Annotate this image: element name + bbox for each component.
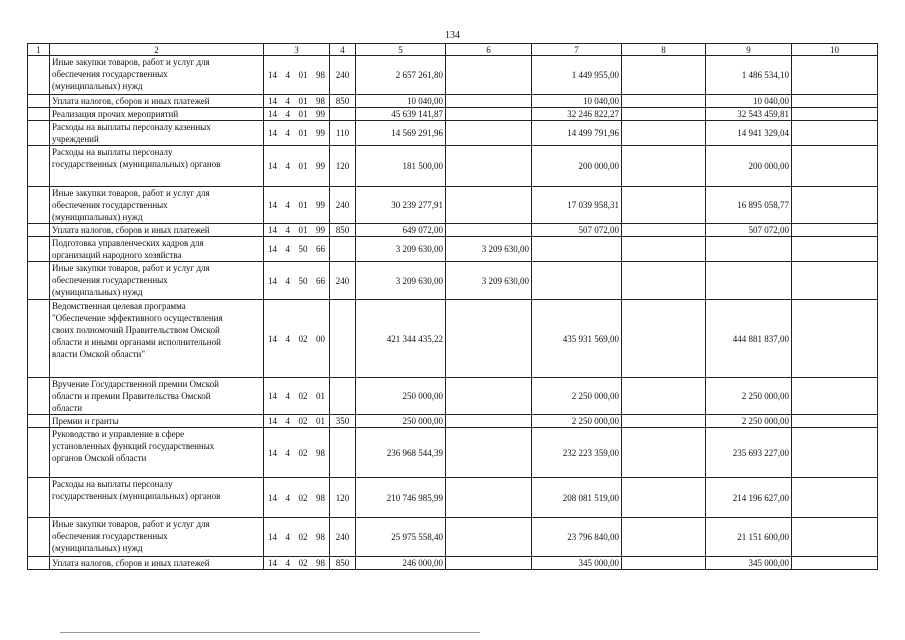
amount-cell-v8 <box>622 146 706 187</box>
code-part: 4 <box>285 391 290 401</box>
amount-cell-v5: 649 072,00 <box>356 224 446 237</box>
expense-name-cell: Реализация прочих мероприятий <box>50 108 264 121</box>
column-number-header: 3 <box>264 44 330 56</box>
column-number-header: 10 <box>792 44 878 56</box>
amount-cell-v7: 2 250 000,00 <box>532 378 622 415</box>
expense-type-cell: 240 <box>330 56 356 95</box>
code-part: 4 <box>285 244 290 254</box>
classification-code-cell <box>264 415 330 428</box>
code-part: 02 <box>298 532 308 542</box>
code-part: 99 <box>316 128 325 138</box>
amount-cell-v10 <box>792 95 878 108</box>
row-number-cell <box>28 56 50 95</box>
amount-cell-v10 <box>792 224 878 237</box>
code-part: 4 <box>285 225 290 235</box>
amount-cell-v10 <box>792 300 878 378</box>
code-part: 4 <box>285 109 290 119</box>
amount-cell-v5: 3 209 630,00 <box>356 237 446 262</box>
table-row <box>28 378 878 415</box>
table-row <box>28 146 878 187</box>
row-number-cell <box>28 95 50 108</box>
amount-cell-v9: 235 693 227,00 <box>706 428 792 478</box>
expense-type-cell: 350 <box>330 415 356 428</box>
amount-cell-v8 <box>622 56 706 95</box>
code-part: 14 <box>268 447 277 458</box>
amount-cell-v9: 2 250 000,00 <box>706 415 792 428</box>
amount-cell-v7: 17 039 958,31 <box>532 187 622 224</box>
amount-cell-v8 <box>622 428 706 478</box>
budget-table <box>27 43 878 570</box>
amount-cell-v7: 23 796 840,00 <box>532 518 622 557</box>
table-row <box>28 237 878 262</box>
code-part: 99 <box>316 109 325 119</box>
column-number-header: 2 <box>50 44 264 56</box>
code-part: 98 <box>316 70 325 80</box>
expense-name-cell: Расходы на выплаты персоналу государственных (муниципальных) органов <box>50 478 264 518</box>
expense-type-cell: 240 <box>330 187 356 224</box>
amount-cell-v8 <box>622 300 706 378</box>
row-number-cell <box>28 224 50 237</box>
row-number-cell <box>28 262 50 300</box>
expense-type-cell: 240 <box>330 518 356 557</box>
expense-name-cell: Руководство и управление в сфере установленных функций государственных органов Омской области <box>50 428 264 478</box>
expense-type-cell <box>330 108 356 121</box>
code-part: 98 <box>316 96 325 106</box>
amount-cell-v5: 236 968 544,39 <box>356 428 446 478</box>
row-number-cell <box>28 557 50 570</box>
table-header-row <box>28 44 878 56</box>
row-number-cell <box>28 237 50 262</box>
amount-cell-v5: 181 500,00 <box>356 146 446 187</box>
amount-cell-v6 <box>446 56 532 95</box>
code-part: 4 <box>285 200 290 210</box>
expense-type-cell: 850 <box>330 95 356 108</box>
amount-cell-v5: 250 000,00 <box>356 415 446 428</box>
amount-cell-v6 <box>446 146 532 187</box>
amount-cell-v10 <box>792 108 878 121</box>
code-part: 00 <box>316 333 325 344</box>
amount-cell-v5: 45 639 141,87 <box>356 108 446 121</box>
amount-cell-v8 <box>622 95 706 108</box>
row-number-cell <box>28 146 50 187</box>
code-part: 99 <box>316 225 325 235</box>
amount-cell-v5: 10 040,00 <box>356 95 446 108</box>
amount-cell-v7 <box>532 262 622 300</box>
code-part: 99 <box>316 200 325 210</box>
code-part: 66 <box>316 244 325 254</box>
expense-type-cell <box>330 428 356 478</box>
column-number-header: 9 <box>706 44 792 56</box>
expense-name-cell: Вручение Государственной премии Омской области и премии Правительства Омской области <box>50 378 264 415</box>
code-part: 4 <box>285 70 290 80</box>
amount-cell-v6 <box>446 415 532 428</box>
code-part: 14 <box>268 275 277 286</box>
code-part: 14 <box>268 391 277 401</box>
code-part: 98 <box>316 492 325 503</box>
expense-name-cell: Иные закупки товаров, работ и услуг для обеспечения государственных (муниципальных) нужд <box>50 56 264 95</box>
row-number-cell <box>28 415 50 428</box>
code-part: 14 <box>268 96 277 106</box>
table-row <box>28 518 878 557</box>
amount-cell-v7: 2 250 000,00 <box>532 415 622 428</box>
amount-cell-v7: 1 449 955,00 <box>532 56 622 95</box>
code-part: 02 <box>298 333 308 344</box>
table-row <box>28 478 878 518</box>
amount-cell-v6 <box>446 108 532 121</box>
amount-cell-v5: 421 344 435,22 <box>356 300 446 378</box>
code-part: 14 <box>268 558 277 568</box>
amount-cell-v10 <box>792 478 878 518</box>
code-part: 01 <box>316 391 325 401</box>
amount-cell-v7: 32 246 822,27 <box>532 108 622 121</box>
column-number-header: 4 <box>330 44 356 56</box>
amount-cell-v9: 14 941 329,04 <box>706 121 792 146</box>
expense-name-cell: Иные закупки товаров, работ и услуг для обеспечения государственных (муниципальных) нужд <box>50 262 264 300</box>
code-part: 4 <box>285 128 290 138</box>
code-part: 4 <box>285 275 290 286</box>
code-part: 14 <box>268 416 277 426</box>
code-part: 98 <box>316 532 325 542</box>
table-row <box>28 56 878 95</box>
code-part: 14 <box>268 109 277 119</box>
expense-name-cell: Иные закупки товаров, работ и услуг для обеспечения государственных (муниципальных) нужд <box>50 518 264 557</box>
amount-cell-v6 <box>446 187 532 224</box>
column-number-header: 1 <box>28 44 50 56</box>
column-number-header: 7 <box>532 44 622 56</box>
code-part: 14 <box>268 161 277 171</box>
code-part: 66 <box>316 275 325 286</box>
amount-cell-v7: 345 000,00 <box>532 557 622 570</box>
code-part: 01 <box>298 70 308 80</box>
amount-cell-v6: 3 209 630,00 <box>446 237 532 262</box>
classification-code-cell <box>264 121 330 146</box>
amount-cell-v6: 3 209 630,00 <box>446 262 532 300</box>
classification-code-cell <box>264 428 330 478</box>
amount-cell-v7: 14 499 791,96 <box>532 121 622 146</box>
amount-cell-v6 <box>446 224 532 237</box>
row-number-cell <box>28 121 50 146</box>
amount-cell-v9: 345 000,00 <box>706 557 792 570</box>
code-part: 4 <box>285 416 290 426</box>
table-row <box>28 262 878 300</box>
code-part: 02 <box>298 492 308 503</box>
classification-code-cell <box>264 262 330 300</box>
classification-code-cell <box>264 378 330 415</box>
expense-type-cell <box>330 378 356 415</box>
amount-cell-v9 <box>706 237 792 262</box>
code-part: 14 <box>268 532 277 542</box>
amount-cell-v5: 246 000,00 <box>356 557 446 570</box>
code-part: 99 <box>316 161 325 171</box>
amount-cell-v10 <box>792 237 878 262</box>
expense-type-cell <box>330 300 356 378</box>
amount-cell-v6 <box>446 557 532 570</box>
amount-cell-v8 <box>622 557 706 570</box>
expense-type-cell: 850 <box>330 224 356 237</box>
page-footer-line <box>60 632 480 633</box>
amount-cell-v7: 232 223 359,00 <box>532 428 622 478</box>
code-part: 98 <box>316 558 325 568</box>
amount-cell-v10 <box>792 262 878 300</box>
code-part: 4 <box>285 447 290 458</box>
row-number-cell <box>28 478 50 518</box>
code-part: 50 <box>298 275 308 286</box>
table-row <box>28 300 878 378</box>
amount-cell-v9 <box>706 262 792 300</box>
code-part: 4 <box>285 492 290 503</box>
code-part: 14 <box>268 70 277 80</box>
classification-code-cell <box>264 557 330 570</box>
expense-type-cell: 240 <box>330 262 356 300</box>
amount-cell-v9: 2 250 000,00 <box>706 378 792 415</box>
amount-cell-v9: 200 000,00 <box>706 146 792 187</box>
amount-cell-v10 <box>792 378 878 415</box>
expense-name-cell: Расходы на выплаты персоналу казенных учреждений <box>50 121 264 146</box>
expense-type-cell: 120 <box>330 478 356 518</box>
amount-cell-v6 <box>446 428 532 478</box>
amount-cell-v7: 435 931 569,00 <box>532 300 622 378</box>
table-row <box>28 557 878 570</box>
code-part: 01 <box>316 416 325 426</box>
code-part: 14 <box>268 128 277 138</box>
code-part: 4 <box>285 96 290 106</box>
amount-cell-v8 <box>622 518 706 557</box>
amount-cell-v6 <box>446 378 532 415</box>
amount-cell-v9: 21 151 600,00 <box>706 518 792 557</box>
amount-cell-v9: 1 486 534,10 <box>706 56 792 95</box>
code-part: 4 <box>285 558 290 568</box>
expense-type-cell <box>330 237 356 262</box>
code-part: 4 <box>285 333 290 344</box>
classification-code-cell <box>264 224 330 237</box>
amount-cell-v10 <box>792 518 878 557</box>
code-part: 14 <box>268 333 277 344</box>
expense-name-cell: Иные закупки товаров, работ и услуг для обеспечения государственных (муниципальных) нужд <box>50 187 264 224</box>
amount-cell-v8 <box>622 378 706 415</box>
code-part: 01 <box>298 225 308 235</box>
expense-type-cell: 110 <box>330 121 356 146</box>
expense-type-cell: 850 <box>330 557 356 570</box>
table-row <box>28 415 878 428</box>
amount-cell-v5: 25 975 558,40 <box>356 518 446 557</box>
amount-cell-v6 <box>446 300 532 378</box>
amount-cell-v9: 32 543 459,81 <box>706 108 792 121</box>
classification-code-cell <box>264 478 330 518</box>
amount-cell-v5: 2 657 261,80 <box>356 56 446 95</box>
classification-code-cell <box>264 56 330 95</box>
expense-type-cell: 120 <box>330 146 356 187</box>
code-part: 02 <box>298 391 308 401</box>
code-part: 01 <box>298 109 308 119</box>
classification-code-cell <box>264 108 330 121</box>
amount-cell-v9: 214 196 627,00 <box>706 478 792 518</box>
amount-cell-v5: 3 209 630,00 <box>356 262 446 300</box>
classification-code-cell <box>264 300 330 378</box>
amount-cell-v8 <box>622 121 706 146</box>
amount-cell-v10 <box>792 415 878 428</box>
code-part: 4 <box>285 161 290 171</box>
code-part: 01 <box>298 128 308 138</box>
amount-cell-v7: 200 000,00 <box>532 146 622 187</box>
amount-cell-v9: 16 895 058,77 <box>706 187 792 224</box>
amount-cell-v10 <box>792 428 878 478</box>
expense-name-cell: Уплата налогов, сборов и иных платежей <box>50 95 264 108</box>
table-row <box>28 187 878 224</box>
row-number-cell <box>28 108 50 121</box>
amount-cell-v10 <box>792 121 878 146</box>
row-number-cell <box>28 518 50 557</box>
expense-name-cell: Премии и гранты <box>50 415 264 428</box>
code-part: 14 <box>268 225 277 235</box>
amount-cell-v7: 208 081 519,00 <box>532 478 622 518</box>
code-part: 01 <box>298 200 308 210</box>
amount-cell-v7: 507 072,00 <box>532 224 622 237</box>
page-number: 134 <box>445 30 460 41</box>
row-number-cell <box>28 428 50 478</box>
amount-cell-v5: 210 746 985,99 <box>356 478 446 518</box>
code-part: 02 <box>298 416 308 426</box>
amount-cell-v8 <box>622 237 706 262</box>
classification-code-cell <box>264 237 330 262</box>
expense-name-cell: Ведомственная целевая программа "Обеспечение эффективного осуществления своих полномочий Правительством Омской области и иными органами исполнительной власти Омской области" <box>50 300 264 378</box>
amount-cell-v5: 250 000,00 <box>356 378 446 415</box>
amount-cell-v8 <box>622 262 706 300</box>
amount-cell-v10 <box>792 146 878 187</box>
amount-cell-v9: 444 881 837,00 <box>706 300 792 378</box>
table-row <box>28 95 878 108</box>
column-number-header: 6 <box>446 44 532 56</box>
amount-cell-v10 <box>792 56 878 95</box>
expense-name-cell: Уплата налогов, сборов и иных платежей <box>50 224 264 237</box>
column-number-header: 5 <box>356 44 446 56</box>
amount-cell-v5: 30 239 277,91 <box>356 187 446 224</box>
classification-code-cell <box>264 146 330 187</box>
row-number-cell <box>28 187 50 224</box>
expense-name-cell: Расходы на выплаты персоналу государственных (муниципальных) органов <box>50 146 264 187</box>
code-part: 14 <box>268 244 277 254</box>
table-row <box>28 108 878 121</box>
amount-cell-v9: 507 072,00 <box>706 224 792 237</box>
code-part: 98 <box>316 447 325 458</box>
amount-cell-v8 <box>622 415 706 428</box>
amount-cell-v9: 10 040,00 <box>706 95 792 108</box>
amount-cell-v7: 10 040,00 <box>532 95 622 108</box>
table-row <box>28 428 878 478</box>
classification-code-cell <box>264 187 330 224</box>
amount-cell-v6 <box>446 95 532 108</box>
table-row <box>28 121 878 146</box>
classification-code-cell <box>264 95 330 108</box>
code-part: 14 <box>268 200 277 210</box>
code-part: 4 <box>285 532 290 542</box>
amount-cell-v8 <box>622 224 706 237</box>
classification-code-cell <box>264 518 330 557</box>
amount-cell-v6 <box>446 478 532 518</box>
code-part: 02 <box>298 558 308 568</box>
expense-name-cell: Подготовка управленческих кадров для организаций народного хозяйства <box>50 237 264 262</box>
code-part: 01 <box>298 96 308 106</box>
amount-cell-v7 <box>532 237 622 262</box>
column-number-header: 8 <box>622 44 706 56</box>
code-part: 02 <box>298 447 308 458</box>
amount-cell-v8 <box>622 108 706 121</box>
amount-cell-v8 <box>622 478 706 518</box>
code-part: 50 <box>298 244 308 254</box>
expense-name-cell: Уплата налогов, сборов и иных платежей <box>50 557 264 570</box>
table-row <box>28 224 878 237</box>
row-number-cell <box>28 378 50 415</box>
code-part: 14 <box>268 492 277 503</box>
amount-cell-v10 <box>792 557 878 570</box>
amount-cell-v5: 14 569 291,96 <box>356 121 446 146</box>
amount-cell-v6 <box>446 518 532 557</box>
amount-cell-v10 <box>792 187 878 224</box>
amount-cell-v6 <box>446 121 532 146</box>
amount-cell-v8 <box>622 187 706 224</box>
code-part: 01 <box>298 161 308 171</box>
row-number-cell <box>28 300 50 378</box>
